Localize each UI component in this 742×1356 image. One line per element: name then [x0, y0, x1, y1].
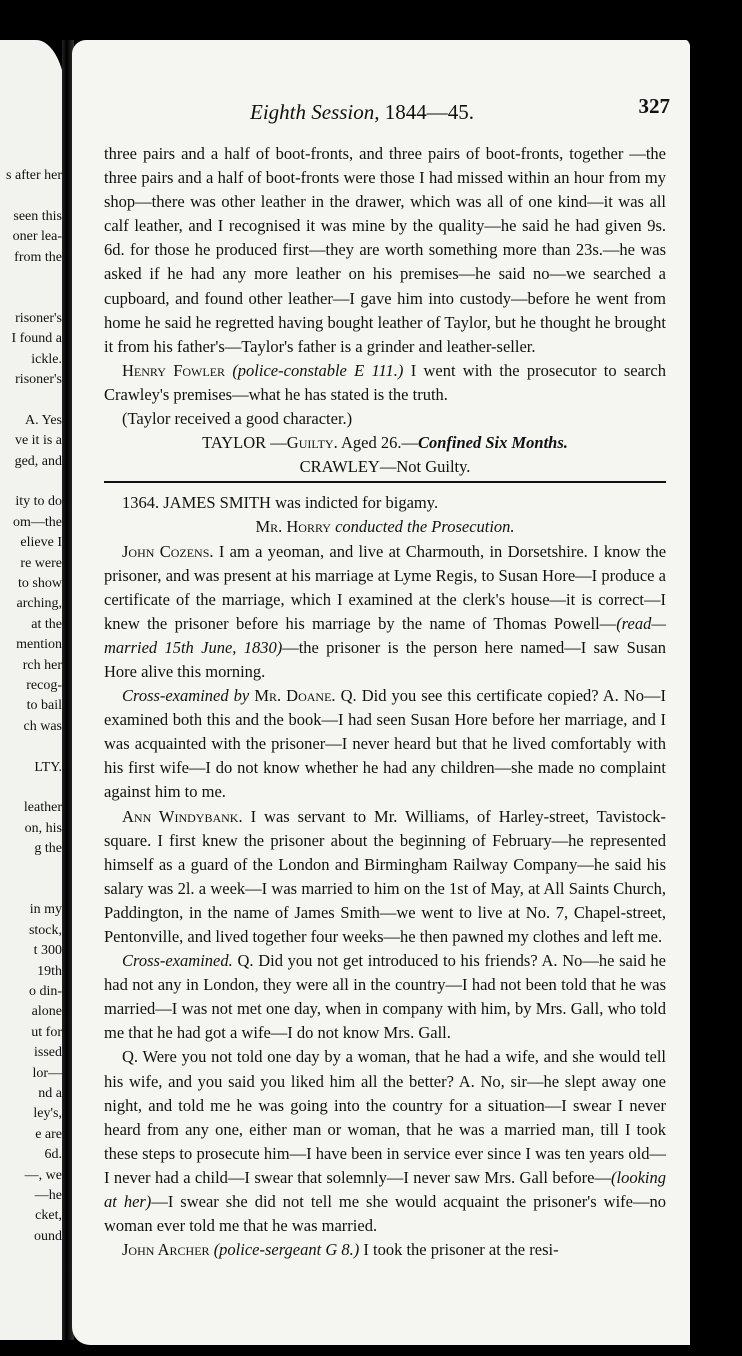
facing-page-fragment: to bail [26, 698, 62, 714]
page-body [104, 142, 666, 1262]
paragraph-boot-fronts: three pairs and a half of boot-fronts, and three pairs of boot-fronts, together —the three pairs and a half of boot-fronts were those I had missed within an hour from my shop—there was other leather in the drawer, which was all of one kind—it was all calf leather, and I recognised it was mine by the quality—he said he had given 9s. 6d. for those he produced first—they are worth something more than 23s.—he was asked if he had any more leather on his premises—he said no—we searched a cupboard, and found other leather—I gave him into custody—before he went from home he said he regretted having bought leather of Taylor, but he thought he brought it from his father's—Taylor's father is a grinder and leather-seller. [104, 144, 666, 356]
facing-page-fragment: arching, [16, 596, 62, 612]
facing-page-fragment: s after her [6, 168, 62, 183]
facing-page-fragment: alone [31, 1004, 62, 1020]
facing-page-fragment: o din- [28, 984, 62, 999]
facing-page-fragment: —, we [24, 1167, 62, 1183]
running-header [100, 94, 680, 128]
facing-page-fragment: mention [16, 637, 62, 653]
facing-page-fragment: re were [20, 555, 62, 571]
facing-page-fragment: ve it is a [14, 433, 62, 449]
facing-page-fragment: elieve I [20, 535, 62, 551]
paragraph-cross-windybank: Cross-examined. Q. Did you not get introduced to his friends? A. No—he said he had not any in London, they were all in the country—I had not been told that he was married—I was not met one day, when in company with him, by Mrs. Gall, who told me that he had got a wife—I do not know Mrs. Gall. [104, 951, 666, 1043]
paragraph-fowler: Henry Fowler (police-constable E 111.) I went with the prosecutor to search Crawley's premises—what he has stated is the truth. [104, 360, 666, 404]
facing-page-fragment: risoner's [15, 310, 62, 326]
facing-page-fragment: risoner's [15, 372, 62, 387]
facing-page-fragment: e are [35, 1126, 62, 1142]
facing-page-fragment: ound [34, 1228, 62, 1244]
facing-page-fragment: ut for [31, 1024, 62, 1040]
facing-page-fragment: g the [34, 841, 62, 857]
facing-page-fragment: nd a [38, 1086, 62, 1101]
facing-page-fragment: I found a [11, 331, 62, 347]
facing-page-fragment: to show [18, 576, 62, 591]
paragraph-character: (Taylor received a good character.) [122, 409, 353, 429]
paragraph-cozens: John Cozens. I am a yeoman, and live at Charmouth, in Dorsetshire. I know the prisoner, and was present at his marriage at Lyme Regis, to Susan Hore—I produce a certificate of the marriage, which I examined at the clerk's house—it is correct—I knew the prisoner before his marriage by the name of Thomas Powell—(read—married 15th June, 1830)—the prisoner is the person here named—I saw Susan Hore alive this morning. [104, 541, 667, 681]
facing-page-fragment: ch was [23, 718, 62, 734]
session-title: Eighth Session, 1844—45. [250, 100, 474, 124]
facing-page-fragment: LTY. [34, 759, 62, 775]
facing-page-fragment: in my [29, 902, 62, 918]
facing-page-fragment: t 300 [33, 943, 62, 959]
paragraph-question-wife: Q. Were you not told one day by a woman, that he had a wife, and she would tell his wife, and you said you liked him all the better? A. No, sir—he slept away one night, and told me he was going into the country for a situation—I swear I never heard from any one, either man or woman, that he was a married man, till I took these steps to prosecute him—I have been in service ever since I was ten years old—I never had a child—I swear that solemnly—I never saw Mrs. Gall before—(looking at her)—I swear she did not tell me she would acquaint the prisoner's wife—no woman ever told me that he was married. [104, 1047, 666, 1236]
facing-page-fragment: leather [23, 800, 62, 816]
verdict-taylor: TAYLOR —Guilty. Aged 26.—Confined Six Months. [202, 433, 568, 453]
facing-page-fragment: ley's, [33, 1106, 62, 1122]
facing-page-fragment: on, his [24, 820, 62, 836]
facing-page-fragment: lor— [32, 1065, 62, 1081]
case-divider [104, 481, 666, 483]
paragraph-archer: John Archer (police-sergeant G 8.) I took the prisoner at the resi- [122, 1240, 559, 1260]
facing-page-fragment: ity to do [15, 494, 62, 510]
prosecution-line: Mr. Horry conducted the Prosecution. [255, 517, 515, 537]
facing-page-fragment: ged, and [14, 453, 62, 469]
paragraph-windybank: Ann Windybank. I was servant to Mr. Williams, of Harley-street, Tavistock-square. I first knew the prisoner about the beginning of February—he represented himself as a guard of the London and Birmingham Railway Company—he said his salary was 2l. a week—I was married to him on the 1st of May, at All Saints Church, Paddington, in the name of James Smith—we went to live at No. 7, Chapel-street, Pentonville, and lived together four weeks—he then pawned my clothes and left me. [104, 806, 666, 946]
facing-page-fragment: om—the [13, 514, 62, 530]
facing-page-edge [0, 40, 66, 1340]
facing-page-fragment: seen this [13, 208, 62, 224]
page-number: 327 [638, 94, 670, 118]
facing-page-fragment: rch her [22, 657, 62, 673]
paragraph-cross-doane: Cross-examined by Mr. Doane. Q. Did you see this certificate copied? A. No—I examined both this and the book—I had seen Susan Hore before her marriage, and I was acquainted with the prisoner—I never heard but that he lived comfortably with his first wife—I do not know whether he had any children—she made no complaint against him to me. [104, 686, 667, 802]
facing-page-fragment: recog- [26, 678, 62, 693]
facing-page-fragment: —he [34, 1188, 62, 1203]
facing-page-fragment: from the [14, 249, 62, 265]
facing-page-fragment: 6d. [44, 1147, 62, 1163]
verdict-crawley: CRAWLEY—Not Guilty. [299, 457, 471, 477]
case-heading: 1364. JAMES SMITH was indicted for bigamy. [122, 493, 439, 513]
facing-page-fragment: at the [31, 616, 62, 632]
facing-page-fragment: stock, [28, 922, 62, 938]
facing-page-fragment: issed [34, 1045, 62, 1061]
page-edge-shadow [690, 20, 742, 1356]
facing-page-fragment: ickle. [31, 351, 62, 367]
facing-page-fragment: cket, [35, 1208, 62, 1224]
facing-page-fragment: 19th [37, 963, 62, 979]
facing-page-fragment: oner lea- [12, 229, 62, 245]
facing-page-fragment: A. Yes [25, 412, 62, 428]
